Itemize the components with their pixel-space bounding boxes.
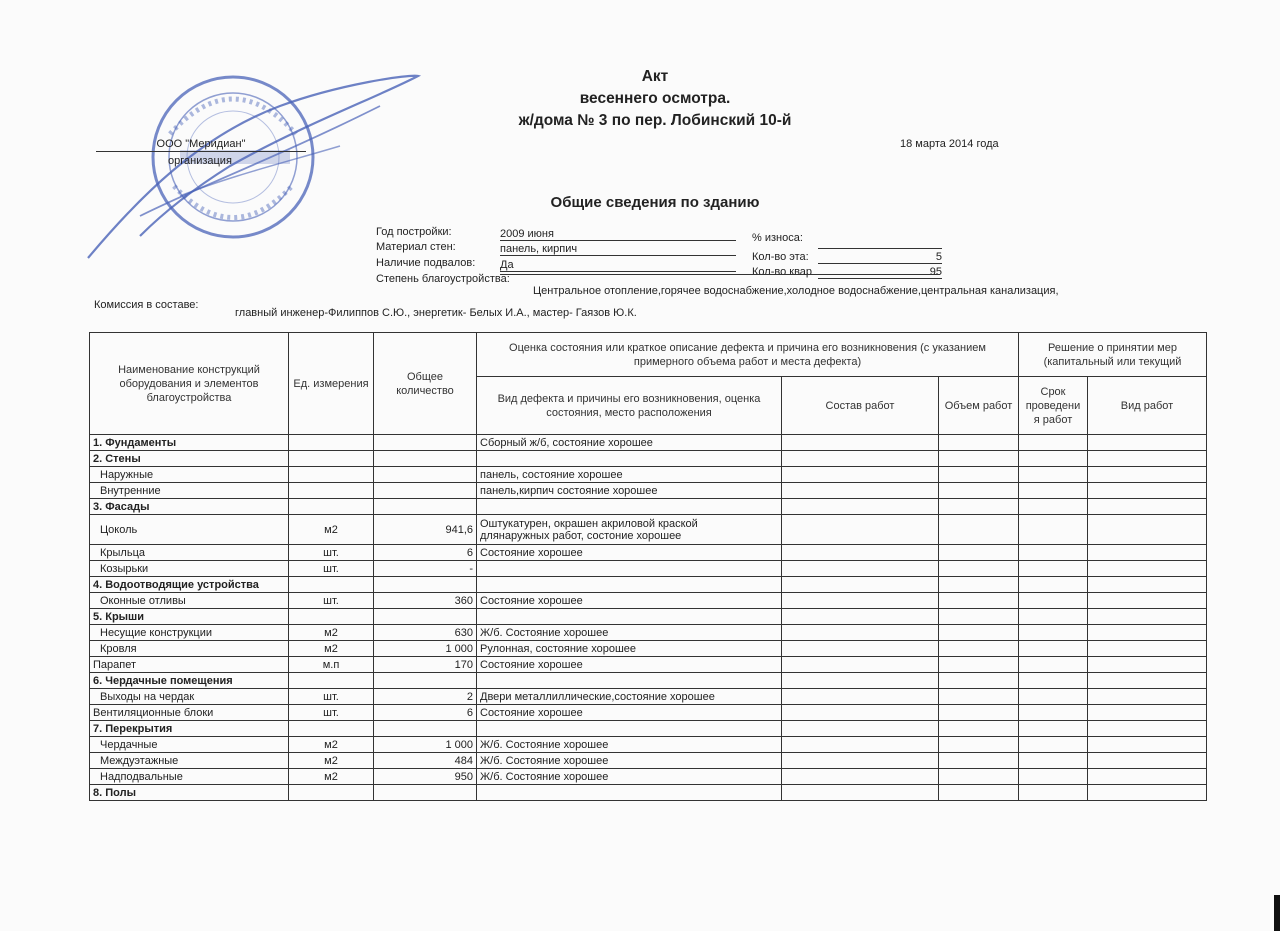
row-term (1019, 641, 1088, 657)
row-quantity: 630 (374, 625, 477, 641)
row-name: 7. Перекрытия (90, 721, 289, 737)
improvement-value: Центральное отопление,горячее водоснабжение,холодное водоснабжение,центральная канализация, (533, 285, 1059, 297)
row-name: Междуэтажные (90, 753, 289, 769)
row-quantity: 360 (374, 593, 477, 609)
row-name: Несущие конструкции (90, 625, 289, 641)
header-unit: Ед. измерения (289, 333, 374, 435)
row-term (1019, 609, 1088, 625)
row-volume (939, 753, 1019, 769)
header-defect: Вид дефекта и причины его возникновения, оценка состояния, место расположения (477, 377, 782, 435)
row-term (1019, 705, 1088, 721)
table-row (90, 769, 1207, 785)
row-worktype (1088, 609, 1207, 625)
improvement-label: Степень благоустройства: (376, 273, 510, 285)
row-unit (289, 785, 374, 801)
table-row (90, 609, 1207, 625)
improvement-underline (500, 274, 940, 275)
row-description (477, 705, 782, 721)
organization-caption: организация (168, 155, 232, 167)
row-worktype (1088, 451, 1207, 467)
apartments-value: 95 (818, 266, 942, 279)
row-name: Козырьки (90, 561, 289, 577)
row-description-line: Состояние хорошее (480, 706, 583, 719)
row-volume (939, 451, 1019, 467)
row-unit: м2 (289, 737, 374, 753)
row-works (782, 721, 939, 737)
row-worktype (1088, 499, 1207, 515)
row-works (782, 561, 939, 577)
row-description-line: длянаружных работ, состоние хорошее (480, 529, 682, 542)
row-description (477, 577, 782, 593)
header-name: Наименование конструкций оборудования и элементов благоустройства (90, 333, 289, 435)
row-name: Вентиляционные блоки (90, 705, 289, 721)
table-row (90, 673, 1207, 689)
row-quantity: 1 000 (374, 641, 477, 657)
commission-members: главный инженер-Филиппов С.Ю., энергетик- Белых И.А., мастер- Гаязов Ю.К. (235, 307, 637, 319)
row-term (1019, 785, 1088, 801)
row-name: 2. Стены (90, 451, 289, 467)
row-quantity (374, 435, 477, 451)
row-unit: м2 (289, 753, 374, 769)
row-description (477, 625, 782, 641)
row-quantity: 170 (374, 657, 477, 673)
table-row (90, 451, 1207, 467)
row-volume (939, 625, 1019, 641)
row-works (782, 769, 939, 785)
row-works (782, 625, 939, 641)
table-row (90, 737, 1207, 753)
row-worktype (1088, 673, 1207, 689)
row-description (477, 721, 782, 737)
row-volume (939, 609, 1019, 625)
row-works (782, 435, 939, 451)
built-value: 2009 июня (500, 228, 736, 241)
row-name: Наружные (90, 467, 289, 483)
row-description (477, 451, 782, 467)
row-worktype (1088, 515, 1207, 545)
row-unit: м2 (289, 625, 374, 641)
row-name: Парапет (90, 657, 289, 673)
row-worktype (1088, 593, 1207, 609)
row-works (782, 737, 939, 753)
row-quantity (374, 785, 477, 801)
row-unit: м2 (289, 515, 374, 545)
row-worktype (1088, 561, 1207, 577)
row-worktype (1088, 785, 1207, 801)
walls-value: панель, кирпич (500, 243, 736, 256)
row-description (477, 435, 782, 451)
header-decision: Решение о принятии мер (капитальный или текущий (1019, 333, 1207, 377)
row-works (782, 705, 939, 721)
row-works (782, 515, 939, 545)
row-description-line: Сборный ж/б, состояние хорошее (480, 436, 653, 449)
row-volume (939, 467, 1019, 483)
row-term (1019, 593, 1088, 609)
row-description (477, 657, 782, 673)
row-description (477, 561, 782, 577)
row-volume (939, 545, 1019, 561)
table-row (90, 561, 1207, 577)
row-worktype (1088, 483, 1207, 499)
row-term (1019, 625, 1088, 641)
row-quantity: 6 (374, 705, 477, 721)
header-worktype: Вид работ (1088, 377, 1207, 435)
row-description (477, 483, 782, 499)
row-volume (939, 515, 1019, 545)
row-description-line: Состояние хорошее (480, 658, 583, 671)
row-volume (939, 657, 1019, 673)
row-term (1019, 689, 1088, 705)
row-quantity: - (374, 561, 477, 577)
row-term (1019, 451, 1088, 467)
row-description-line: Ж/б. Состояние хорошее (480, 626, 609, 639)
row-worktype (1088, 545, 1207, 561)
document-title (400, 66, 910, 132)
organization-name: ООО "Меридиан" (156, 138, 246, 150)
row-volume (939, 705, 1019, 721)
row-worktype (1088, 721, 1207, 737)
row-name: 4. Водоотводящие устройства (90, 577, 289, 593)
row-term (1019, 515, 1088, 545)
table-row (90, 689, 1207, 705)
row-term (1019, 545, 1088, 561)
row-quantity: 941,6 (374, 515, 477, 545)
row-volume (939, 689, 1019, 705)
row-volume (939, 499, 1019, 515)
basement-value: Да (500, 259, 736, 272)
row-term (1019, 435, 1088, 451)
row-works (782, 657, 939, 673)
header-term: Срок проведени я работ (1019, 377, 1088, 435)
row-term (1019, 753, 1088, 769)
table-row (90, 625, 1207, 641)
row-description (477, 593, 782, 609)
row-unit (289, 673, 374, 689)
row-unit (289, 577, 374, 593)
table-row (90, 435, 1207, 451)
table-row (90, 593, 1207, 609)
row-quantity (374, 577, 477, 593)
row-worktype (1088, 769, 1207, 785)
row-works (782, 545, 939, 561)
row-quantity (374, 721, 477, 737)
row-name: 3. Фасады (90, 499, 289, 515)
commission-label: Комиссия в составе: (94, 299, 199, 311)
walls-label: Материал стен: (376, 241, 456, 253)
row-name: Кровля (90, 641, 289, 657)
row-description-line: панель, состояние хорошее (480, 468, 623, 481)
row-worktype (1088, 625, 1207, 641)
row-name: Оконные отливы (90, 593, 289, 609)
row-volume (939, 577, 1019, 593)
row-volume (939, 785, 1019, 801)
row-unit (289, 499, 374, 515)
row-name: 6. Чердачные помещения (90, 673, 289, 689)
table-row (90, 577, 1207, 593)
row-quantity (374, 609, 477, 625)
row-quantity (374, 673, 477, 689)
row-description-line: Состояние хорошее (480, 546, 583, 559)
row-volume (939, 483, 1019, 499)
row-name: Выходы на чердак (90, 689, 289, 705)
row-volume (939, 561, 1019, 577)
row-volume (939, 641, 1019, 657)
row-name: Чердачные (90, 737, 289, 753)
row-unit (289, 467, 374, 483)
header-volume: Объем работ (939, 377, 1019, 435)
row-description-line: Состояние хорошее (480, 594, 583, 607)
table-row (90, 483, 1207, 499)
row-quantity: 1 000 (374, 737, 477, 753)
row-volume (939, 435, 1019, 451)
row-worktype (1088, 689, 1207, 705)
row-description (477, 737, 782, 753)
row-description (477, 689, 782, 705)
row-works (782, 689, 939, 705)
row-quantity: 6 (374, 545, 477, 561)
header-works: Состав работ (782, 377, 939, 435)
row-description (477, 609, 782, 625)
row-quantity (374, 483, 477, 499)
row-description (477, 753, 782, 769)
row-description (477, 515, 782, 545)
row-worktype (1088, 737, 1207, 753)
row-volume (939, 737, 1019, 753)
row-name: 1. Фундаменты (90, 435, 289, 451)
row-description-line: Ж/б. Состояние хорошее (480, 770, 609, 783)
row-name: Внутренние (90, 483, 289, 499)
header-assessment: Оценка состояния или краткое описание дефекта и причина его возникновения (с указанием примерного объема работ и места дефекта) (477, 333, 1019, 377)
row-description (477, 641, 782, 657)
wear-value-line (818, 236, 942, 249)
row-term (1019, 483, 1088, 499)
row-name: Крыльца (90, 545, 289, 561)
row-description (477, 467, 782, 483)
table-row (90, 545, 1207, 561)
row-name: 5. Крыши (90, 609, 289, 625)
row-quantity: 2 (374, 689, 477, 705)
row-worktype (1088, 467, 1207, 483)
table-row (90, 753, 1207, 769)
row-quantity: 484 (374, 753, 477, 769)
basement-label: Наличие подвалов: (376, 257, 476, 269)
row-unit (289, 435, 374, 451)
apartments-label: Кол-во квар (752, 266, 813, 278)
row-works (782, 499, 939, 515)
table-row (90, 705, 1207, 721)
table-row (90, 785, 1207, 801)
row-description-line: Ж/б. Состояние хорошее (480, 738, 609, 751)
row-quantity (374, 451, 477, 467)
row-description (477, 785, 782, 801)
row-term (1019, 737, 1088, 753)
row-volume (939, 593, 1019, 609)
row-name: Цоколь (90, 515, 289, 545)
row-unit: м2 (289, 769, 374, 785)
row-works (782, 785, 939, 801)
row-term (1019, 577, 1088, 593)
general-info-heading: Общие сведения по зданию (550, 194, 760, 211)
inspection-table (89, 332, 1207, 801)
row-works (782, 753, 939, 769)
row-description (477, 769, 782, 785)
table-row (90, 641, 1207, 657)
row-works (782, 577, 939, 593)
table-row (90, 657, 1207, 673)
row-works (782, 593, 939, 609)
row-description-line: Рулонная, состояние хорошее (480, 642, 637, 655)
row-term (1019, 769, 1088, 785)
floors-value: 5 (818, 251, 942, 264)
row-unit: шт. (289, 545, 374, 561)
row-description-line: Ж/б. Состояние хорошее (480, 754, 609, 767)
row-description-line: Двери металлиллические,состояние хорошее (480, 690, 715, 703)
row-works (782, 609, 939, 625)
row-works (782, 451, 939, 467)
row-works (782, 673, 939, 689)
row-worktype (1088, 705, 1207, 721)
title-line-3: ж/дома № 3 по пер. Лобинский 10-й (518, 112, 792, 129)
title-line-1: Акт (641, 68, 669, 85)
row-name: Надподвальные (90, 769, 289, 785)
row-quantity (374, 467, 477, 483)
table-row (90, 499, 1207, 515)
row-unit: шт. (289, 689, 374, 705)
row-description (477, 545, 782, 561)
floors-label: Кол-во эта: (752, 251, 809, 263)
built-label: Год постройки: (376, 226, 452, 238)
row-term (1019, 673, 1088, 689)
row-works (782, 467, 939, 483)
title-line-2: весеннего осмотра. (579, 90, 731, 107)
row-unit (289, 483, 374, 499)
row-name: 8. Полы (90, 785, 289, 801)
row-description-line: Оштукатурен, окрашен акриловой краской (480, 517, 698, 530)
row-volume (939, 721, 1019, 737)
header-quantity: Общее количество (374, 333, 477, 435)
row-unit (289, 721, 374, 737)
row-unit: шт. (289, 593, 374, 609)
row-quantity: 950 (374, 769, 477, 785)
table-row (90, 467, 1207, 483)
row-works (782, 483, 939, 499)
table-row (90, 721, 1207, 737)
row-term (1019, 561, 1088, 577)
row-worktype (1088, 641, 1207, 657)
scan-edge (1274, 895, 1280, 931)
row-unit: шт. (289, 561, 374, 577)
row-volume (939, 673, 1019, 689)
row-worktype (1088, 657, 1207, 673)
row-description-line: панель,кирпич состояние хорошее (480, 484, 658, 497)
row-unit: м2 (289, 641, 374, 657)
row-worktype (1088, 435, 1207, 451)
document-date: 18 марта 2014 года (900, 138, 999, 150)
row-description (477, 673, 782, 689)
row-term (1019, 657, 1088, 673)
row-volume (939, 769, 1019, 785)
row-term (1019, 721, 1088, 737)
row-unit: м.п (289, 657, 374, 673)
row-unit (289, 451, 374, 467)
row-description (477, 499, 782, 515)
row-term (1019, 499, 1088, 515)
row-unit (289, 609, 374, 625)
row-quantity (374, 499, 477, 515)
wear-label: % износа: (752, 232, 803, 244)
row-worktype (1088, 753, 1207, 769)
row-unit: шт. (289, 705, 374, 721)
row-works (782, 641, 939, 657)
row-term (1019, 467, 1088, 483)
table-row (90, 515, 1207, 545)
row-worktype (1088, 577, 1207, 593)
